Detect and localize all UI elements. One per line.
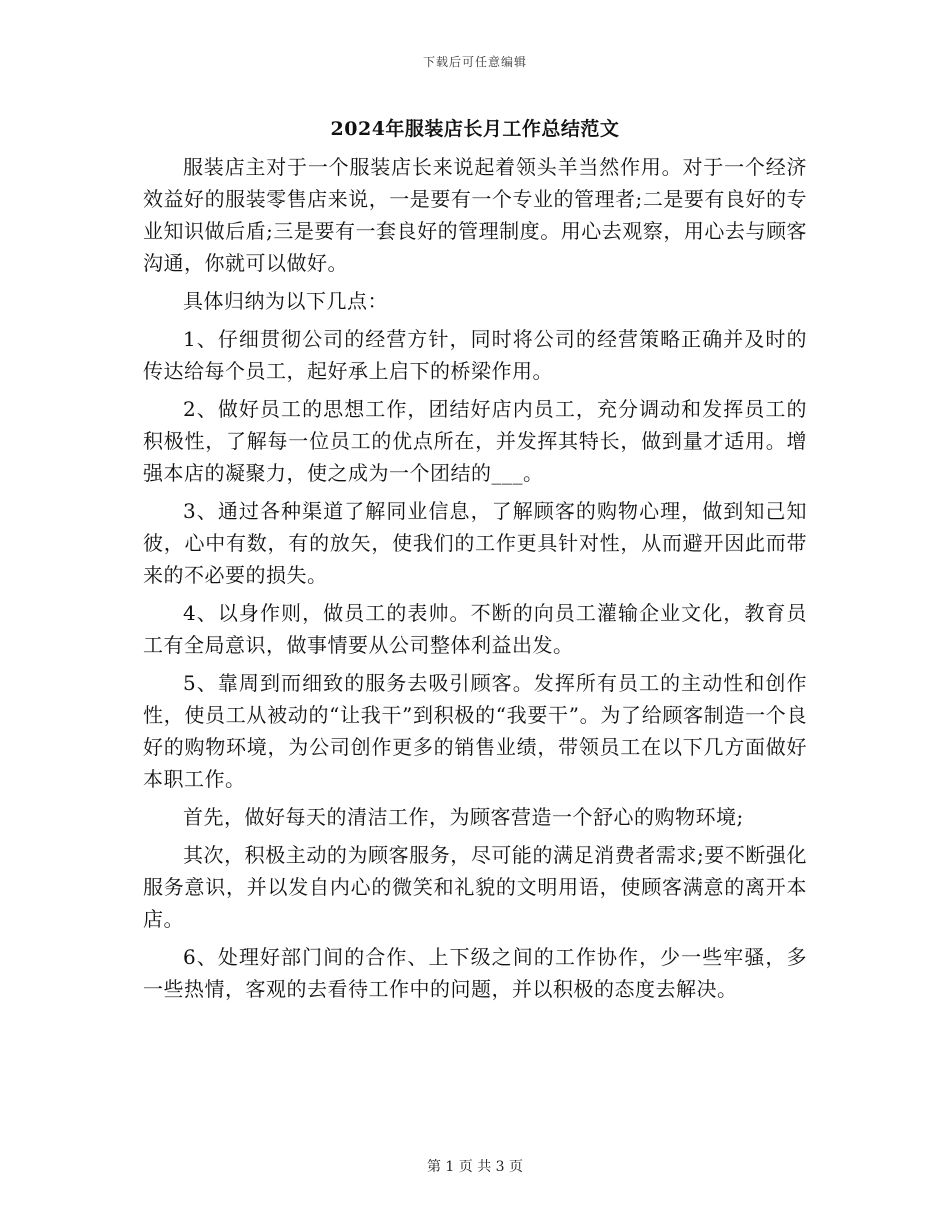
paragraph-summary-lead: 具体归纳为以下几点： [183, 289, 388, 313]
page-number-footer: 第 1 页 共 3 页 [426, 1159, 524, 1175]
paragraph-point-5: 5、靠周到而细致的服务去吸引顾客。发挥所有员工的主动性和创作性，使员工从被动的“让我干”到积极的“我要干”。为了给顾客制造一个良好的购物环境，为公司创作更多的销售业绩，带领员工在以下几方面做好本职工作。 [143, 671, 807, 791]
paragraph-point-2: 2、做好员工的思想工作，团结好店内员工，充分调动和发挥员工的积极性，了解每一位员工的优点所在，并发挥其特长，做到量才适用。增强本店的凝聚力，使之成为一个团结的___。 [143, 397, 807, 485]
paragraph-point-4: 4、以身作则，做员工的表帅。不断的向员工灌输企业文化，教育员工有全局意识，做事情要从公司整体利益出发。 [143, 601, 807, 657]
document-title: 2024年服装店长月工作总结范文 [330, 118, 620, 140]
paragraph-point-1: 1、仔细贯彻公司的经营方针，同时将公司的经营策略正确并及时的传达给每个员工，起好承上启下的桥梁作用。 [143, 327, 807, 383]
paragraph-intro: 服装店主对于一个服装店长来说起着领头羊当然作用。对于一个经济效益好的服装零售店来说，一是要有一个专业的管理者;二是要有良好的专业知识做后盾;三是要有一套良好的管理制度。用心去观察，用心去与顾客沟通，你就可以做好。 [143, 155, 807, 275]
paragraph-point-3: 3、通过各种渠道了解同业信息，了解顾客的购物心理，做到知己知彼，心中有数，有的放矢，使我们的工作更具针对性，从而避开因此而带来的不必要的损失。 [143, 499, 807, 587]
paragraph-first: 首先，做好每天的清洁工作，为顾客营造一个舒心的购物环境; [183, 805, 744, 829]
page-header-note: 下载后可任意编辑 [422, 55, 527, 69]
document-body [143, 148, 807, 1008]
paragraph-point-6: 6、处理好部门间的合作、上下级之间的工作协作，少一些牢骚，多一些热情，客观的去看待工作中的问题，并以积极的态度去解决。 [143, 945, 807, 1001]
paragraph-second: 其次，积极主动的为顾客服务，尽可能的满足消费者需求;要不断强化服务意识，并以发自内心的微笑和礼貌的文明用语，使顾客满意的离开本店。 [143, 843, 807, 931]
